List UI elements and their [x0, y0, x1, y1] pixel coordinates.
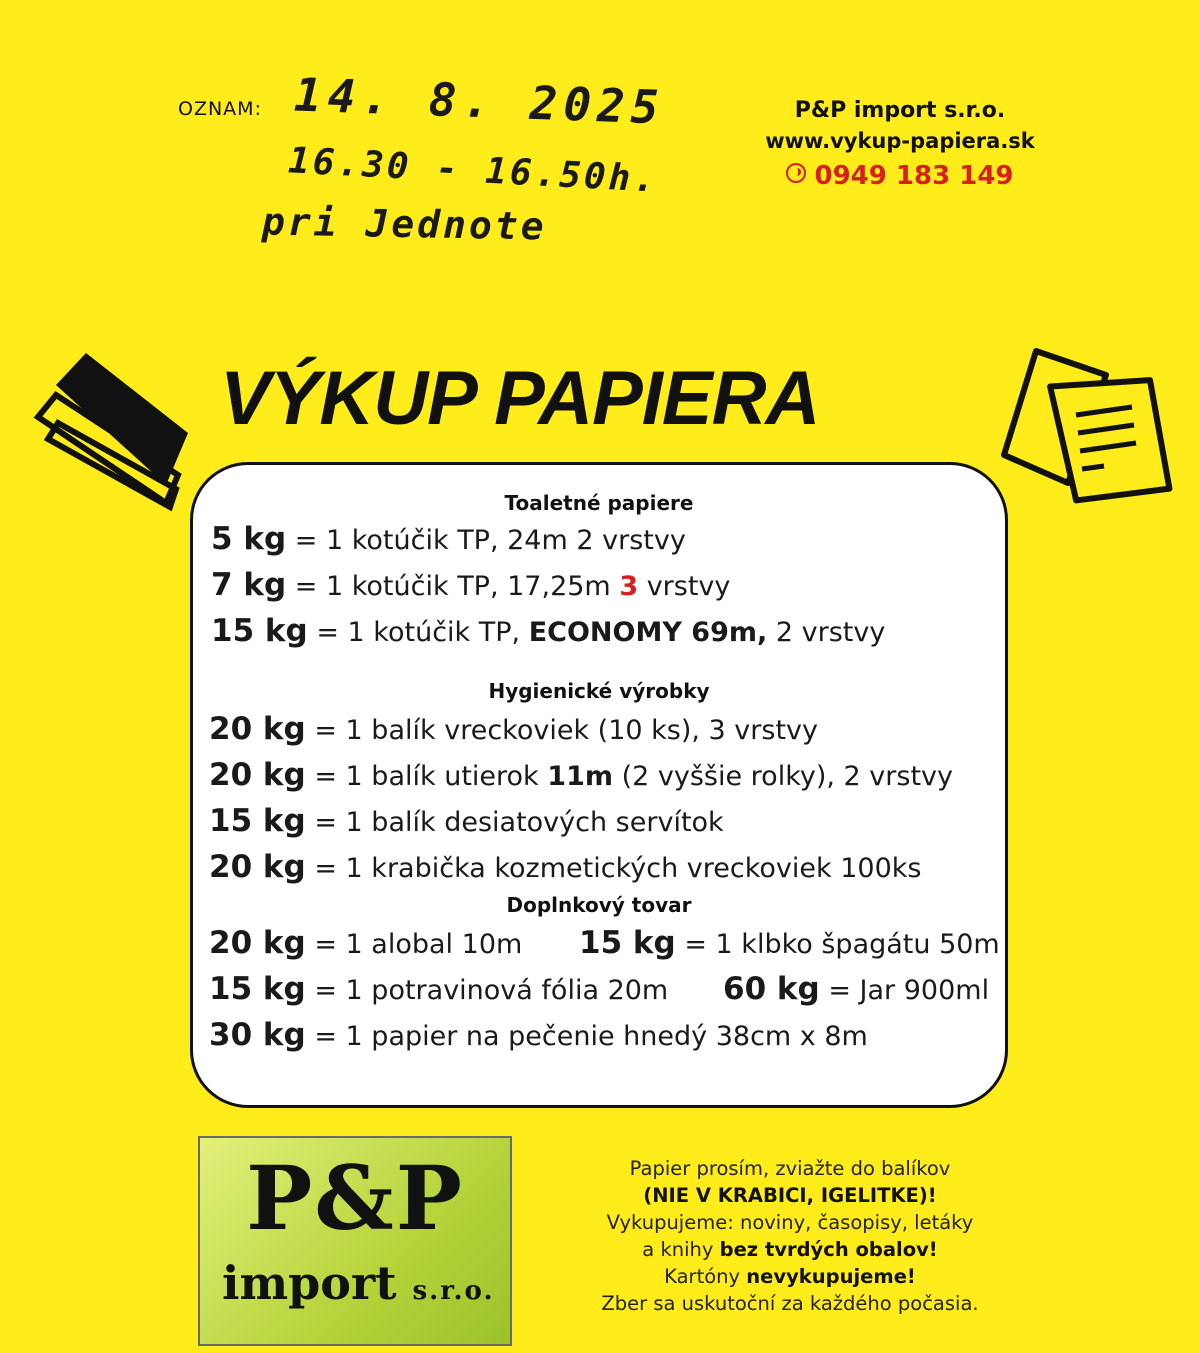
- list-item: 20 kg = 1 alobal 10m: [209, 925, 523, 961]
- list-item: 20 kg = 1 balík vreckoviek (10 ks), 3 vrstvy: [209, 711, 818, 747]
- note-line: Vykupujeme: noviny, časopisy, letáky: [606, 1211, 974, 1234]
- company-contact: [720, 98, 1080, 191]
- list-item: 20 kg = 1 balík utierok 11m (2 vyššie rolky), 2 vrstvy: [209, 757, 953, 793]
- note-line: Papier prosím, zviažte do balíkov: [629, 1157, 951, 1180]
- company-website[interactable]: www.vykup-papiera.sk: [765, 129, 1035, 153]
- list-item: 20 kg = 1 krabička kozmetických vreckoviek 100ks: [209, 849, 922, 885]
- list-item: 60 kg = Jar 900ml: [723, 971, 990, 1007]
- handwritten-time: 16.30 - 16.50h.: [287, 140, 659, 201]
- list-item: 15 kg = 1 balík desiatových servítok: [209, 803, 724, 839]
- price-list: [190, 462, 1008, 1108]
- notice-label: OZNAM:: [178, 98, 262, 120]
- document-icon: [996, 345, 1181, 520]
- note-line: a knihy bez tvrdých obalov!: [642, 1238, 938, 1261]
- list-item: 15 kg = 1 potravinová fólia 20m: [209, 971, 669, 1007]
- section-title-extra: Doplnkový tovar: [506, 893, 692, 917]
- handwritten-place: pri Jednote: [261, 199, 548, 249]
- company-logo: [198, 1136, 512, 1346]
- phone-number: 0949 183 149: [814, 161, 1014, 191]
- list-item: 30 kg = 1 papier na pečenie hnedý 38cm x 8m: [209, 1017, 868, 1053]
- section-title-hygiene: Hygienické výrobky: [488, 679, 710, 703]
- company-phone[interactable]: [720, 161, 1080, 191]
- logo-main-text: P&P: [246, 1146, 464, 1250]
- note-line: Zber sa uskutoční za každého počasia.: [601, 1292, 979, 1315]
- note-line: Kartóny nevykupujeme!: [664, 1265, 916, 1288]
- list-item: 15 kg = 1 klbko špagátu 50m: [579, 925, 1000, 961]
- page-title: VÝKUP PAPIERA: [220, 356, 820, 441]
- company-name: P&P import s.r.o.: [794, 98, 1006, 123]
- handwritten-date: 14. 8. 2025: [293, 67, 666, 135]
- list-item: 5 kg = 1 kotúčik TP, 24m 2 vrstvy: [211, 521, 686, 557]
- logo-import-text: import s.r.o.: [222, 1256, 495, 1310]
- paper-stack-icon: [26, 345, 201, 520]
- note-line: (NIE V KRABICI, IGELITKE)!: [643, 1184, 937, 1207]
- list-item: 7 kg = 1 kotúčik TP, 17,25m 3 vrstvy: [211, 567, 731, 603]
- section-title-toilet: Toaletné papiere: [504, 491, 694, 515]
- collection-notes: [540, 1155, 1040, 1317]
- list-item: 15 kg = 1 kotúčik TP, ECONOMY 69m, 2 vrstvy: [211, 613, 886, 649]
- phone-icon: [786, 163, 806, 183]
